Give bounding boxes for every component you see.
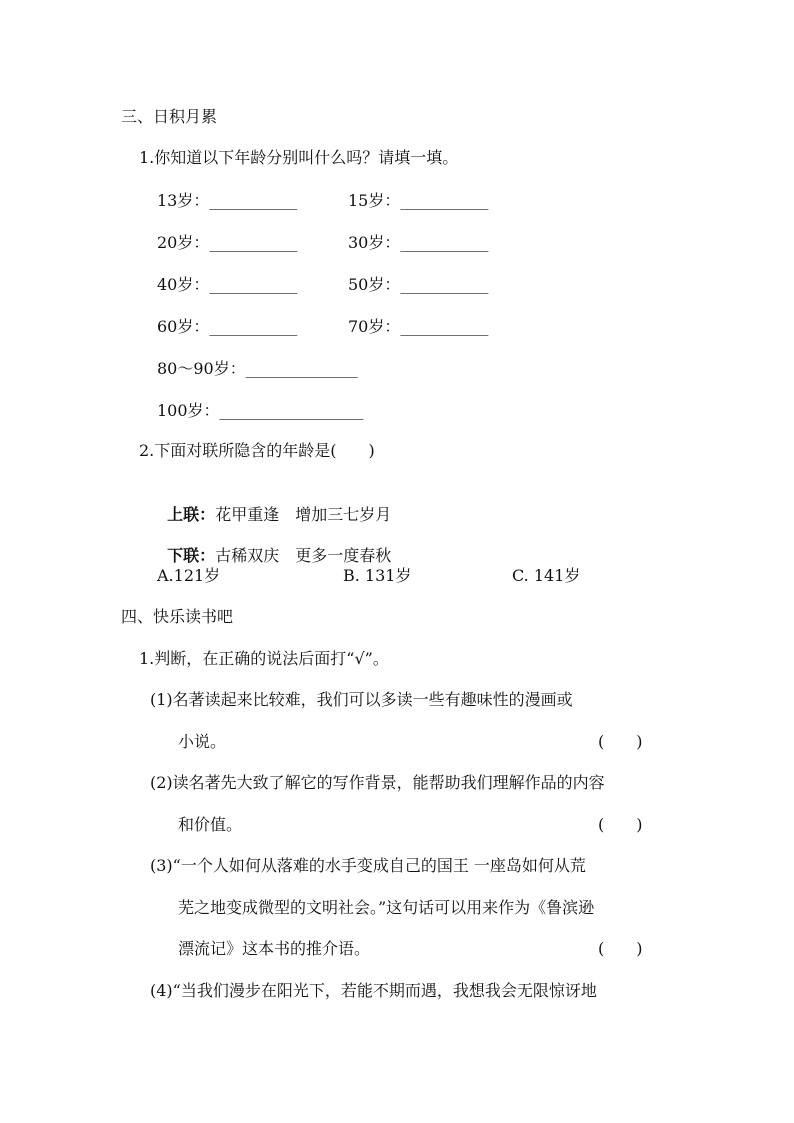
option-b: B. 131岁	[343, 566, 412, 585]
section4-heading: 四、快乐读书吧	[121, 607, 234, 626]
couplet-lower-text: 古稀双庆 更多一度春秋	[215, 546, 392, 565]
question1-prompt: 1.你知道以下年龄分别叫什么吗？请填一填。	[139, 148, 459, 167]
judge-item-2-line2: 和价值。	[178, 815, 243, 834]
couplet-upper-text: 花甲重逢 增加三七岁月	[215, 505, 392, 524]
age-blank-40: 40岁：___________	[157, 275, 298, 294]
judge-item-3-line1: (3)“一个人如何从落难的水手变成自己的国王 一座岛如何从荒	[150, 856, 586, 875]
judge-item-3-line2: 芜之地变成微型的文明社会。”这句话可以用来作为《鲁滨逊	[178, 898, 595, 917]
judge-item-1-line1: (1)名著读起来比较难，我们可以多读一些有趣味性的漫画或	[150, 690, 573, 709]
age-blank-30: 30岁：___________	[348, 233, 489, 252]
age-blank-70: 70岁：___________	[348, 317, 489, 336]
option-c: C. 141岁	[512, 566, 581, 585]
judge-item-3-line3: 漂流记》这本书的推介语。	[178, 939, 371, 958]
judge-prompt: 1.判断，在正确的说法后面打“√”。	[139, 649, 389, 668]
question2-prompt: 2.下面对联所隐含的年龄是( )	[139, 441, 375, 460]
judge-item-2-answer: ( )	[598, 815, 643, 834]
age-blank-60: 60岁：___________	[157, 317, 298, 336]
age-blank-80-90: 80～90岁：______________	[157, 359, 358, 378]
judge-item-2-line1: (2)读名著先大致了解它的写作背景，能帮助我们理解作品的内容	[150, 773, 605, 792]
age-blank-15: 15岁：___________	[348, 191, 489, 210]
judge-item-1-line2: 小说。	[178, 732, 227, 751]
judge-item-1-answer: ( )	[598, 732, 643, 751]
judge-item-3-answer: ( )	[598, 939, 643, 958]
couplet-upper	[157, 482, 391, 526]
couplet-lower-label: 下联：	[167, 546, 216, 565]
option-a: A.121岁	[157, 566, 221, 585]
age-blank-20: 20岁：___________	[157, 233, 298, 252]
judge-item-4-line1: (4)“当我们漫步在阳光下，若能不期而遇，我想我会无限惊讶地	[150, 981, 597, 1000]
age-blank-13: 13岁：___________	[157, 191, 298, 210]
couplet-upper-label: 上联：	[167, 505, 216, 524]
age-blank-50: 50岁：___________	[348, 275, 489, 294]
section3-heading: 三、日积月累	[121, 107, 218, 126]
couplet-lower	[157, 523, 391, 567]
age-blank-100: 100岁：__________________	[157, 401, 364, 420]
